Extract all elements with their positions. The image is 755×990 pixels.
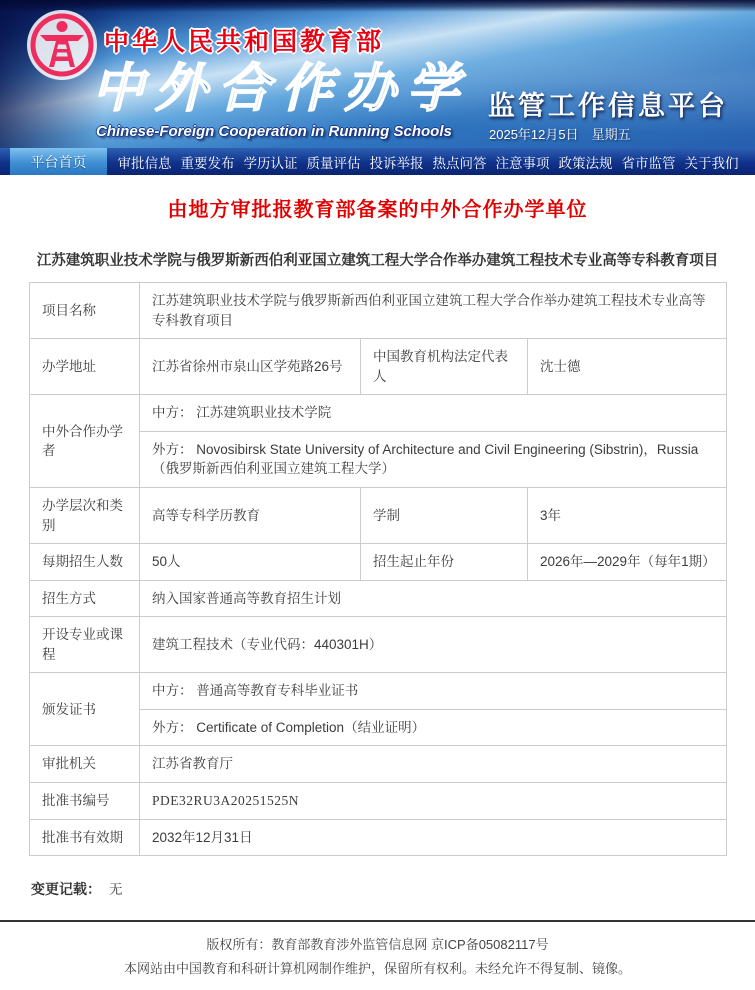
enrollment-label: 每期招生人数 <box>30 544 140 581</box>
change-record-label: 变更记载： <box>31 881 101 898</box>
approval-no-label: 批准书编号 <box>30 783 140 820</box>
project-name-label: 项目名称 <box>30 283 140 339</box>
enrollment-value: 50人 <box>140 544 361 581</box>
table-row <box>30 819 727 856</box>
project-info-table <box>29 282 727 856</box>
change-record <box>31 878 755 899</box>
site-subtitle-en: Chinese-Foreign Cooperation in Running Schools <box>96 123 452 140</box>
change-record-value: 无 <box>109 882 123 898</box>
nav-menu-item[interactable]: 投诉举报 <box>369 155 424 171</box>
duration-value: 3年 <box>528 487 727 543</box>
authority-label: 审批机关 <box>30 746 140 783</box>
nav-menu-item[interactable]: 省市监管 <box>621 155 676 171</box>
table-row <box>30 783 727 820</box>
nav-menu-item[interactable]: 重要发布 <box>180 155 235 171</box>
legal-rep-label: 中国教育机构法定代表人 <box>361 339 528 395</box>
site-title <box>88 50 488 124</box>
footer-maintenance: 本网站由中国教育和科研计算机网制作维护，保留所有权利。未经允许不得复制、镜像。 <box>123 960 631 976</box>
table-row <box>30 487 727 543</box>
nav-menu-item[interactable]: 审批信息 <box>117 155 172 171</box>
table-row <box>30 673 727 710</box>
partner-foreign: 外方： Novosibirsk State University of Architecture and Civil Engineering (Sibstrin)，Russia （俄罗斯新西伯利亚国立建筑工程大学） <box>140 431 727 487</box>
certificate-label: 颁发证书 <box>30 673 140 746</box>
address-value: 江苏省徐州市泉山区学苑路26号 <box>140 339 361 395</box>
nav-menu-item[interactable]: 热点问答 <box>432 155 487 171</box>
duration-label: 学制 <box>361 487 528 543</box>
site-header <box>0 0 755 148</box>
nav-menu-item[interactable]: 学历认证 <box>243 155 298 171</box>
major-value: 建筑工程技术（专业代码：440301H） <box>140 617 727 673</box>
address-label: 办学地址 <box>30 339 140 395</box>
method-label: 招生方式 <box>30 580 140 617</box>
project-name-value: 江苏建筑职业技术学院与俄罗斯新西伯利亚国立建筑工程大学合作举办建筑工程技术专业高等专科教育项目 <box>140 283 727 339</box>
authority-value: 江苏省教育厅 <box>140 746 727 783</box>
nav-menu-item[interactable]: 注意事项 <box>495 155 550 171</box>
table-row <box>30 283 727 339</box>
approval-no-value: PDE32RU3A20251525N <box>140 783 727 820</box>
project-table-title: 江苏建筑职业技术学院与俄罗斯新西伯利亚国立建筑工程大学合作举办建筑工程技术专业高等专科教育项目 <box>36 253 719 269</box>
validity-value: 2032年12月31日 <box>140 819 727 856</box>
table-row <box>30 580 727 617</box>
page-title: 由地方审批报教育部备案的中外合作办学单位 <box>167 199 588 221</box>
nav-menu <box>107 148 755 175</box>
table-row <box>30 339 727 395</box>
nav-menu-item[interactable]: 关于我们 <box>684 155 739 171</box>
certificate-chinese: 中方： 普通高等教育专科毕业证书 <box>140 673 727 710</box>
table-row <box>30 544 727 581</box>
platform-title: 监管工作信息平台 <box>488 91 728 121</box>
years-label: 招生起止年份 <box>361 544 528 581</box>
table-row <box>30 617 727 673</box>
certificate-foreign: 外方： Certificate of Completion（结业证明） <box>140 709 727 746</box>
site-title-text: 中外合作办学 <box>92 60 471 118</box>
major-label: 开设专业或课程 <box>30 617 140 673</box>
header-date: 2025年12月5日 星期五 <box>489 127 631 142</box>
partner-chinese: 中方： 江苏建筑职业技术学院 <box>140 395 727 432</box>
nav-menu-item[interactable]: 政策法规 <box>558 155 613 171</box>
main-nav <box>0 148 755 175</box>
method-value: 纳入国家普通高等教育招生计划 <box>140 580 727 617</box>
level-label: 办学层次和类别 <box>30 487 140 543</box>
ministry-name: 中华人民共和国教育部 <box>104 28 385 56</box>
footer-copyright: 版权所有：教育部教育涉外监管信息网 京ICP备05082117号 <box>206 937 549 953</box>
nav-menu-item[interactable]: 质量评估 <box>306 155 361 171</box>
table-row <box>30 746 727 783</box>
validity-label: 批准书有效期 <box>30 819 140 856</box>
table-row <box>30 395 727 432</box>
legal-rep-value: 沈士德 <box>528 339 727 395</box>
years-value: 2026年—2029年（每年1期） <box>528 544 727 581</box>
level-value: 高等专科学历教育 <box>140 487 361 543</box>
partners-label: 中外合作办学者 <box>30 395 140 488</box>
page-footer <box>0 920 755 990</box>
nav-home-button[interactable]: 平台首页 <box>10 148 107 175</box>
